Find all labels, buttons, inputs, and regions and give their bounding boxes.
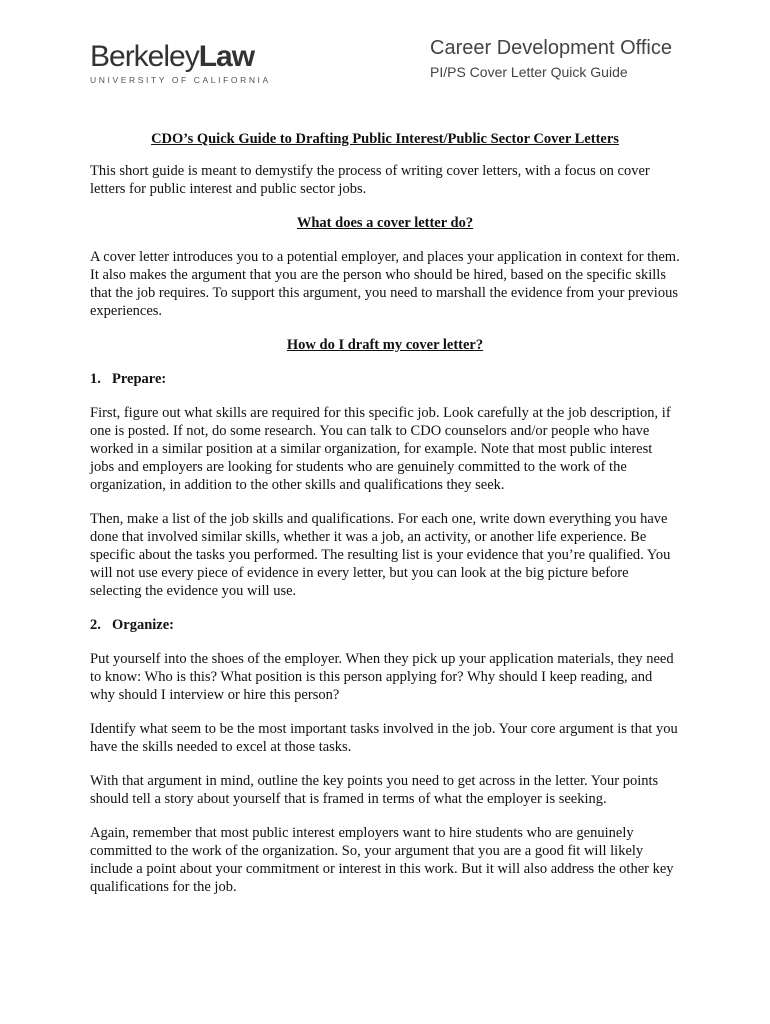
step-1-label: Prepare: xyxy=(112,371,167,387)
heading-how: How do I draft my cover letter? xyxy=(286,337,484,353)
step-2-heading xyxy=(90,616,680,634)
logo-subtitle: UNIVERSITY OF CALIFORNIA xyxy=(90,75,271,85)
step-1-number: 1. xyxy=(90,371,101,387)
step-2-paragraph-2: Identify what seem to be the most important tasks involved in the job. Your core argument is that you have the skills needed to excel at those tasks. xyxy=(90,721,678,755)
step-2-paragraph-4: Again, remember that most public interest employers want to hire students who are genuinely committed to the work of the organization. So, your argument that you are a good fit will likely include a point about your commitment or interest in this work. But it will also address the other key qualifications for the job. xyxy=(90,825,674,895)
heading-what: What does a cover letter do? xyxy=(296,215,474,231)
logo-main-text: Berkeley xyxy=(90,40,199,73)
step-1-heading xyxy=(90,370,680,388)
what-paragraph: A cover letter introduces you to a potential employer, and places your application in context for them. It also makes the argument that you are the person who should be hired, based on the specific skills that the job requires. To support this argument, you need to marshall the evidence from your previous experiences. xyxy=(90,249,680,319)
step-2-label: Organize: xyxy=(112,617,175,633)
office-block xyxy=(430,35,672,83)
step-2-number: 2. xyxy=(90,617,101,633)
office-subtitle: PI/PS Cover Letter Quick Guide xyxy=(430,64,628,80)
document-title: CDO’s Quick Guide to Drafting Public Interest/Public Sector Cover Letters xyxy=(151,131,619,147)
step-2-paragraph-3: With that argument in mind, outline the key points you need to get across in the letter. Your points should tell a story about yourself that is framed in terms of what the employer is seeking. xyxy=(90,773,659,807)
document-body xyxy=(90,130,680,912)
logo-wordmark xyxy=(90,42,271,72)
page-header xyxy=(0,0,770,110)
step-1-paragraph-2: Then, make a list of the job skills and qualifications. For each one, write down everything you have done that involved similar skills, whether it was a job, an activity, or another life experience. Be specific about the tasks you performed. The resulting list is your evidence that you’re qualified. You will not use every piece of evidence in every letter, but you can look at the big picture before selecting the evidence you will use. xyxy=(90,511,671,599)
logo-law-text: Law xyxy=(198,40,255,73)
berkeley-law-logo xyxy=(90,42,271,85)
step-1-paragraph-1: First, figure out what skills are required for this specific job. Look carefully at the job description, if one is posted. If not, do some research. You can talk to CDO counselors and/or people who have worked in a similar position at a similar organization, for example. Note that most public interest jobs and employers are looking for students who are genuinely committed to the work of the organization, in addition to the other skills and qualifications they seek. xyxy=(90,405,671,493)
office-title: Career Development Office xyxy=(430,37,672,59)
step-2-paragraph-1: Put yourself into the shoes of the employer. When they pick up your application materials, they need to know: Who is this? What position is this person applying for? Why should I keep reading, and why should I interview or hire this person? xyxy=(90,651,674,703)
intro-paragraph: This short guide is meant to demystify the process of writing cover letters, with a focus on cover letters for public interest and public sector jobs. xyxy=(90,163,650,197)
